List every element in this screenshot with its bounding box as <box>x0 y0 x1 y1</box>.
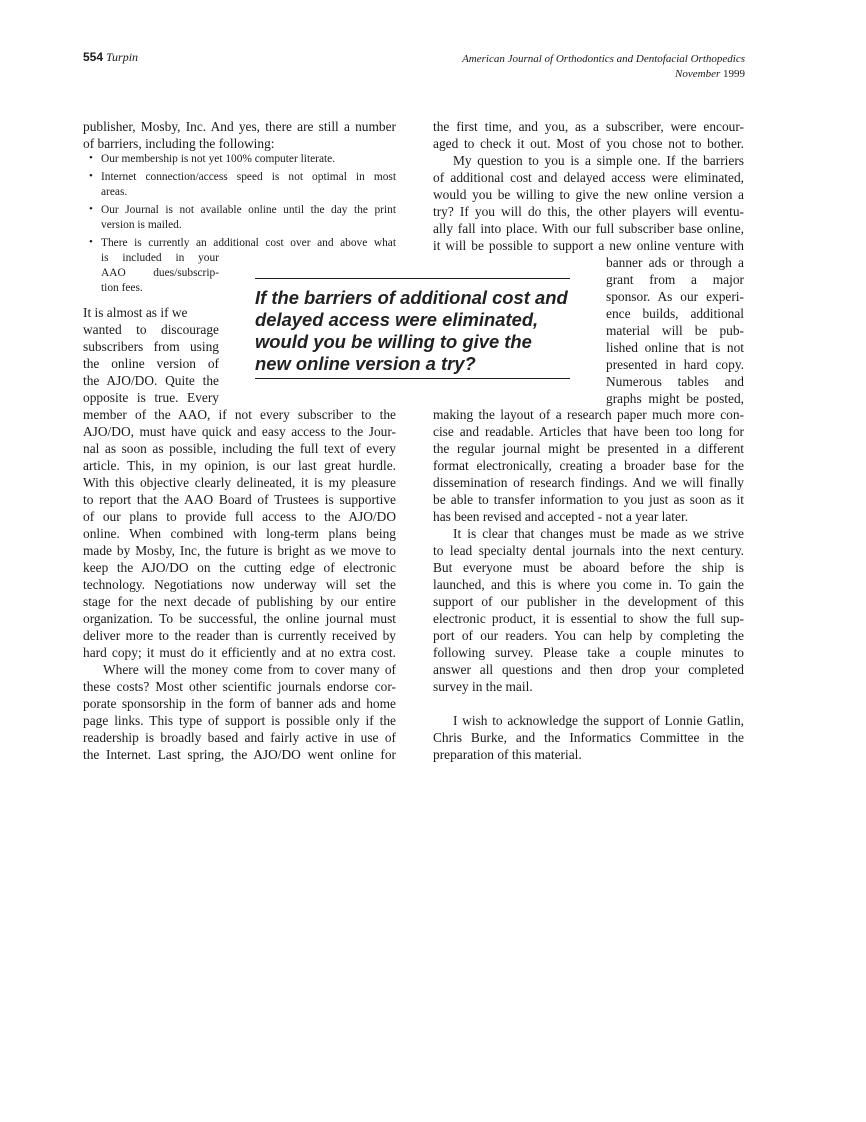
issue-year: 1999 <box>723 68 745 80</box>
bullet-icon: • <box>89 170 93 182</box>
body-line: stage for the next decade of publishing by our entire <box>83 594 396 609</box>
body-line: banner ads or through a <box>606 255 744 270</box>
body-line: But everyone must be aboard before the ship is <box>433 560 744 575</box>
body-line: the regular journal might be presented in a different <box>433 441 744 456</box>
body-line: presented in hard copy. <box>606 357 744 372</box>
journal-title: American Journal of Orthodontics and Dentofacial Orthopedics <box>462 53 745 65</box>
bullet-line: Our Journal is not available online until the day the print <box>101 204 396 216</box>
bullet-line: There is currently an additional cost over and above what <box>101 237 396 249</box>
body-line: publisher, Mosby, Inc. And yes, there are still a number <box>83 119 396 134</box>
body-line: following survey. Please take a couple minutes to <box>433 645 744 660</box>
bullet-line: AAO dues/subscrip- <box>101 267 219 279</box>
body-line: technology. Negotiations now underway will set the <box>83 577 396 592</box>
body-line: member of the AAO, if not every subscriber to the <box>83 407 396 422</box>
body-line: these costs? Most other scientific journals endorse cor- <box>83 679 396 694</box>
body-line: page links. This type of support is possible only if the <box>83 713 396 728</box>
body-line: Numerous tables and <box>606 374 744 389</box>
body-line: article. This, in my opinion, is our last great hurdle. <box>83 458 396 473</box>
body-line: subscribers from using <box>83 339 219 354</box>
body-line: has been revised and accepted - not a year later. <box>433 509 689 524</box>
pull-quote-line: If the barriers of additional cost and <box>255 287 568 308</box>
body-line: It is almost as if we <box>83 305 188 320</box>
body-line: organization. To be successful, the online journal must <box>83 611 396 626</box>
body-line: It is clear that changes must be made as we strive <box>453 526 744 541</box>
pull-quote-line: delayed access were eliminated, <box>255 309 539 330</box>
body-line: to report that the AAO Board of Trustees is supportive <box>83 492 396 507</box>
body-line: of barriers, including the following: <box>83 136 275 151</box>
body-line: the AJO/DO. Quite the <box>83 373 219 388</box>
bullet-icon: • <box>89 236 93 248</box>
acknowledgment-line: preparation of this material. <box>433 747 582 762</box>
body-line: With this objective clearly delineated, it is my pleasure <box>83 475 396 490</box>
body-line: porate sponsorship in the form of banner ads and home <box>83 696 396 711</box>
body-line: hard copy; it must do it efficiently and at no extra cost. <box>83 645 396 660</box>
body-line: Where will the money come from to cover many of <box>103 662 396 677</box>
body-line: keep the AJO/DO on the cutting edge of electronic <box>83 560 396 575</box>
body-line: readership is broadly based and fairly active in use of <box>83 730 396 745</box>
body-line: nal as soon as possible, including the full text of every <box>83 441 396 456</box>
body-line: dissemination of research findings. And we will finally <box>433 475 744 490</box>
body-line: the Internet. Last spring, the AJO/DO went online for <box>83 747 396 762</box>
body-line: making the layout of a research paper much more con- <box>433 407 744 422</box>
body-line: AJO/DO, must have quick and easy access to the Jour- <box>83 424 396 439</box>
body-line: to lead specialty dental journals into the next century. <box>433 543 744 558</box>
bullet-line: is included in your <box>101 252 219 264</box>
body-line: opposite is true. Every <box>83 390 219 405</box>
bullet-line: Internet connection/access speed is not optimal in most <box>101 171 396 183</box>
body-line: of our plans to provide full access to the AJO/DO <box>83 509 396 524</box>
body-line: aged to check it out. Most of you chose not to bother. <box>433 136 744 151</box>
body-line: the online version of <box>83 356 219 371</box>
body-line: be able to transfer information to you just as soon as it <box>433 492 744 507</box>
body-line: My question to you is a simple one. If the barriers <box>453 153 744 168</box>
bullet-icon: • <box>89 203 93 215</box>
body-line: graphs might be posted, <box>606 391 744 406</box>
body-line: lished online that is not <box>606 340 744 355</box>
body-line: ence builds, additional <box>606 306 744 321</box>
body-line: port of our readers. You can help by completing the <box>433 628 744 643</box>
body-line: survey in the mail. <box>433 679 533 694</box>
acknowledgment-line: I wish to acknowledge the support of Lonnie Gatlin, <box>453 713 744 728</box>
body-line: cise and readable. Articles that have been too long for <box>433 424 744 439</box>
running-header-right <box>462 52 745 82</box>
body-line: sponsor. As our experi- <box>606 289 744 304</box>
body-line: ally fall into place. With our full subscriber base online, <box>433 221 744 236</box>
page-number: 554 <box>83 50 104 64</box>
body-line: online. When combined with long-term plans being <box>83 526 396 541</box>
acknowledgment-line: Chris Burke, and the Informatics Committee in the <box>433 730 744 745</box>
author-name: Turpin <box>106 50 139 64</box>
body-line: of additional cost and delayed access were eliminated, <box>433 170 744 185</box>
body-line: launched, and this is where you come in. To gain the <box>433 577 744 592</box>
issue-month: November <box>675 68 721 80</box>
body-line: wanted to discourage <box>83 322 219 337</box>
body-line: format electronically, creating a broader base for the <box>433 458 744 473</box>
pull-quote-line: new online version a try? <box>255 353 476 374</box>
body-line: grant from a major <box>606 272 744 287</box>
bullet-line: areas. <box>101 186 128 198</box>
body-line: made by Mosby, Inc, the future is bright as we move to <box>83 543 396 558</box>
body-line: try? If you will do this, the other players will eventu- <box>433 204 744 219</box>
body-line: answer all questions and then drop your completed <box>433 662 744 677</box>
body-line: would you be willing to give the new online version a <box>433 187 744 202</box>
body-line: it will be possible to support a new online venture with <box>433 238 744 253</box>
body-line: material will be pub- <box>606 323 744 338</box>
bullet-line: Our membership is not yet 100% computer literate. <box>101 153 336 165</box>
body-line: support of our publisher in the development of this <box>433 594 744 609</box>
bullet-line: tion fees. <box>101 282 143 294</box>
pull-quote <box>255 278 570 379</box>
running-header-left <box>83 50 138 65</box>
bullet-icon: • <box>89 152 93 164</box>
body-line: the first time, and you, as a subscriber, were encour- <box>433 119 744 134</box>
body-line: electronic product, it is essential to show the full sup- <box>433 611 744 626</box>
body-line: deliver more to the reader than is currently received by <box>83 628 396 643</box>
pull-quote-line: would you be willing to give the <box>255 331 532 352</box>
bullet-line: version is mailed. <box>101 219 182 231</box>
